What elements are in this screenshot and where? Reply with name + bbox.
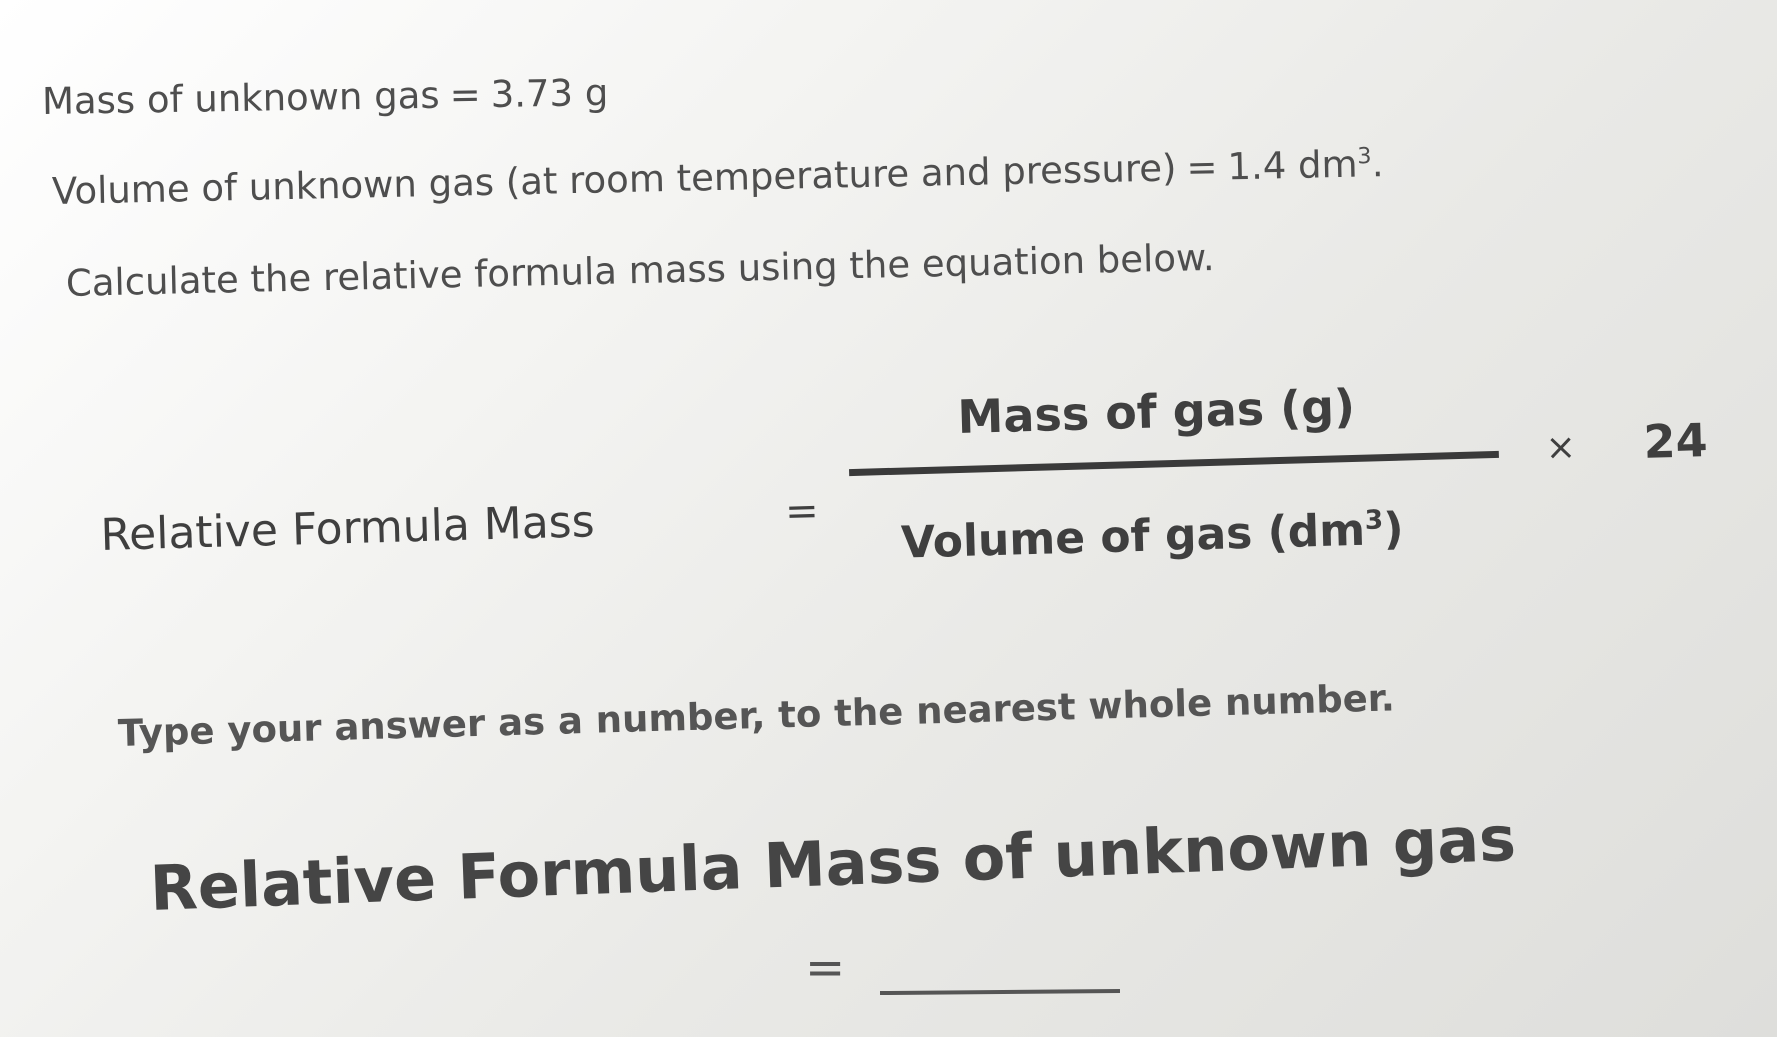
volume-value: 1.4 dm bbox=[1227, 142, 1359, 189]
denominator-exponent: 3 bbox=[1364, 504, 1384, 537]
denominator-text: Volume of gas (dm bbox=[900, 504, 1366, 569]
given-volume-line bbox=[52, 142, 1384, 213]
volume-exponent: 3 bbox=[1357, 143, 1372, 170]
mass-value: 3.73 g bbox=[490, 71, 609, 116]
equation-numerator: Mass of gas (g) bbox=[956, 378, 1356, 445]
fraction-bar bbox=[849, 451, 1499, 476]
formula-equation bbox=[97, 344, 1743, 640]
multiply-sign: × bbox=[1545, 426, 1577, 469]
equation-denominator bbox=[900, 504, 1404, 569]
answer-input[interactable] bbox=[880, 989, 1120, 995]
volume-end: . bbox=[1371, 142, 1384, 186]
denominator-end: ) bbox=[1382, 503, 1405, 556]
equation-lhs: Relative Formula Mass bbox=[99, 496, 596, 561]
equation-multiplier: 24 bbox=[1642, 413, 1709, 469]
answer-label: Relative Formula Mass of unknown gas bbox=[148, 801, 1518, 925]
volume-equals: = bbox=[1186, 145, 1218, 190]
instruction-text: Calculate the relative formula mass using the equation below. bbox=[65, 235, 1216, 305]
answer-equals-sign: = bbox=[805, 940, 846, 996]
volume-label: Volume of unknown gas (at room temperature and pressure) bbox=[51, 146, 1177, 213]
answer-instruction: Type your answer as a number, to the nearest whole number. bbox=[117, 676, 1396, 755]
equation-equals-sign: = bbox=[784, 487, 820, 535]
mass-label: Mass of unknown gas bbox=[41, 73, 440, 123]
given-mass-line bbox=[42, 71, 609, 123]
mass-equals: = bbox=[449, 73, 481, 117]
